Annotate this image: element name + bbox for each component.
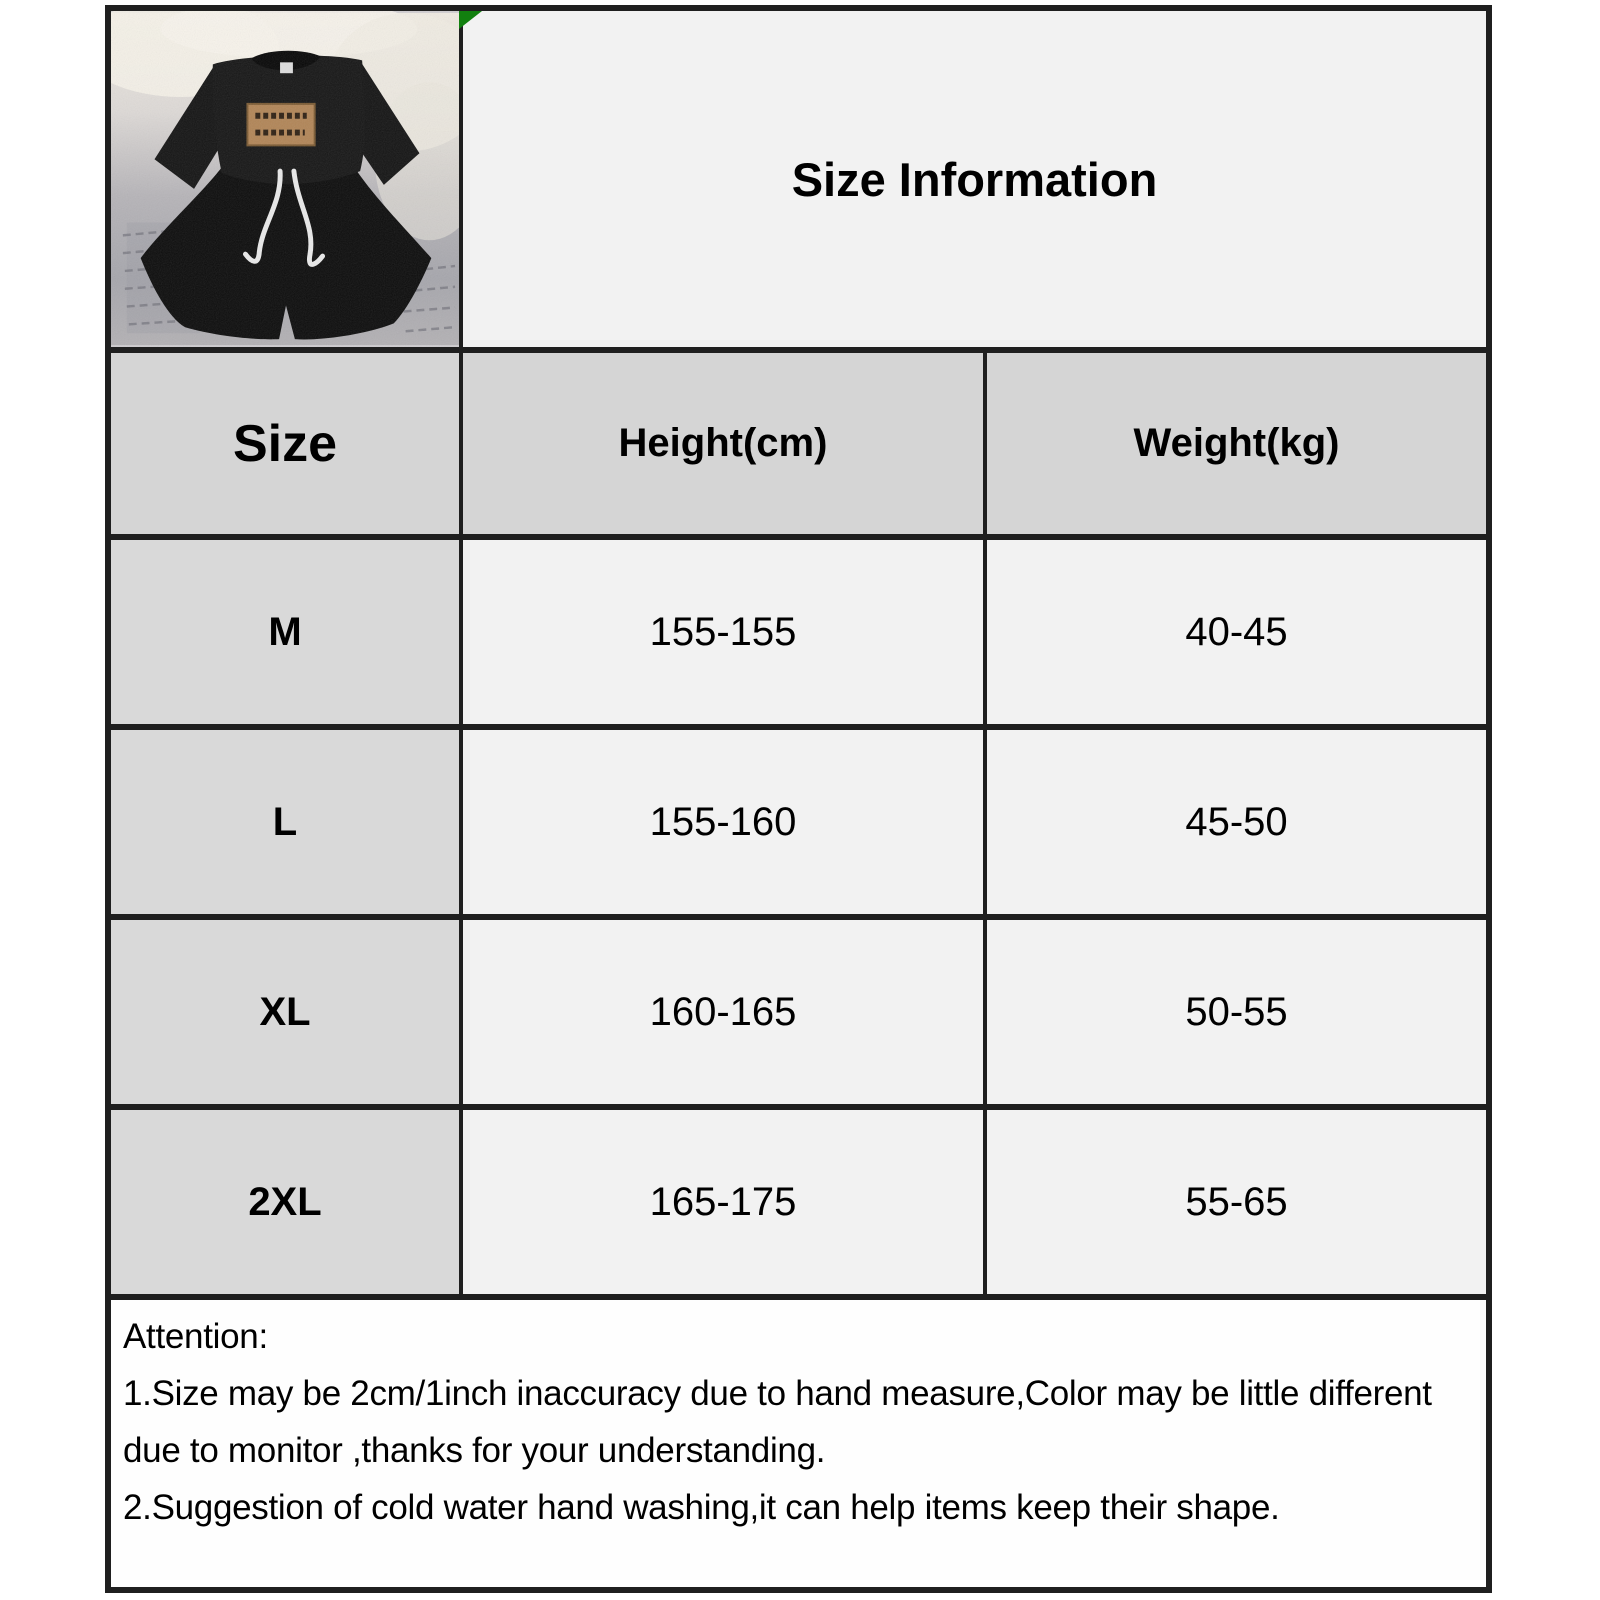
table-row-xl xyxy=(111,914,1486,1104)
header-height: Height(cm) xyxy=(463,353,987,534)
weight-value: 40-45 xyxy=(987,540,1486,724)
attention-section xyxy=(111,1294,1486,1587)
size-label: XL xyxy=(111,920,463,1104)
height-value: 160-165 xyxy=(463,920,987,1104)
size-label: 2XL xyxy=(111,1110,463,1294)
header-weight: Weight(kg) xyxy=(987,353,1486,534)
size-label: L xyxy=(111,730,463,914)
table-header-row xyxy=(111,347,1486,534)
page-title: Size Information xyxy=(791,152,1158,206)
size-label: M xyxy=(111,540,463,724)
top-section xyxy=(111,11,1486,347)
weight-value: 50-55 xyxy=(987,920,1486,1104)
product-image xyxy=(111,11,459,347)
attention-note-2: 2.Suggestion of cold water hand washing,it can help items keep their shape. xyxy=(123,1488,1280,1527)
weight-value: 55-65 xyxy=(987,1110,1486,1294)
title-cell xyxy=(463,11,1486,347)
height-value: 165-175 xyxy=(463,1110,987,1294)
table-row-l xyxy=(111,724,1486,914)
height-value: 155-155 xyxy=(463,540,987,724)
header-size: Size xyxy=(111,353,463,534)
attention-note-1: 1.Size may be 2cm/1inch inaccuracy due to hand measure,Color may be little different due to monitor ,thanks for your understanding. xyxy=(123,1374,1432,1470)
table-row-2xl xyxy=(111,1104,1486,1294)
weight-value: 45-50 xyxy=(987,730,1486,914)
table-row-m xyxy=(111,534,1486,724)
product-image-cell xyxy=(111,11,463,347)
size-chart-sheet xyxy=(105,5,1492,1593)
attention-heading: Attention: xyxy=(123,1317,268,1356)
height-value: 155-160 xyxy=(463,730,987,914)
